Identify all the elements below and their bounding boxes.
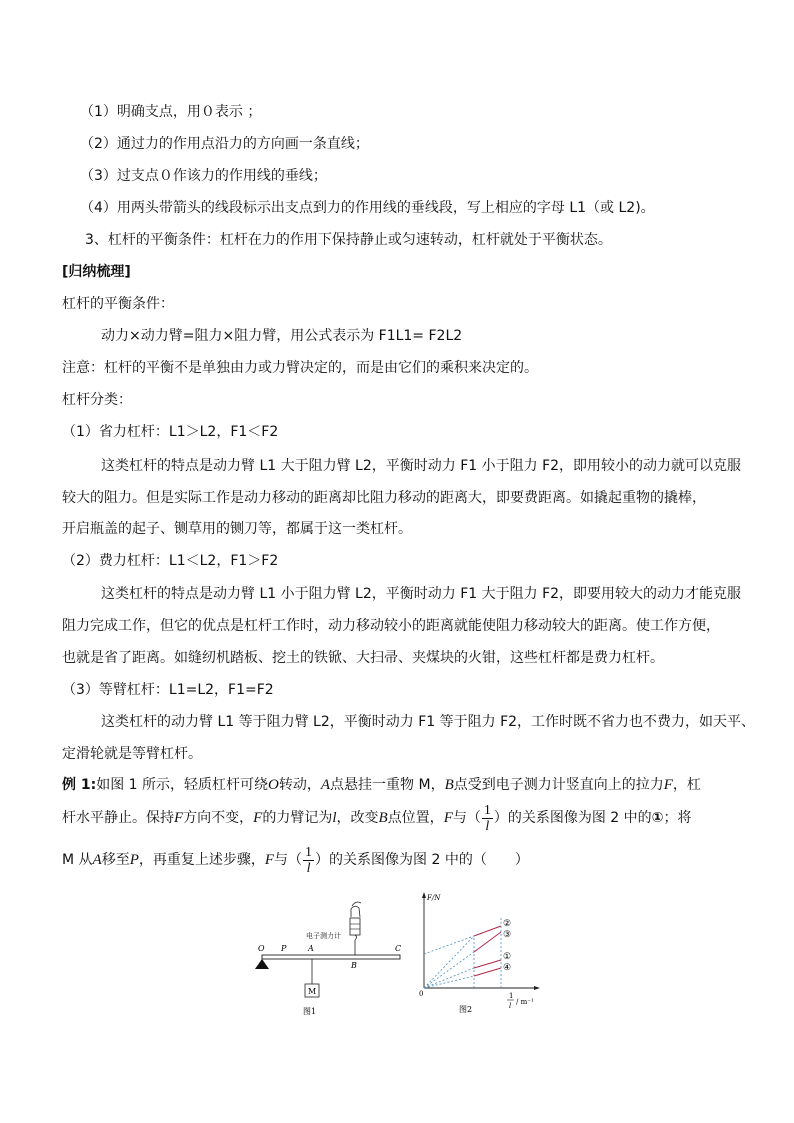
x-label-den: l [509, 1002, 512, 1010]
summary-heading: [归纳梳理] [62, 264, 131, 280]
classification-title: 杠杆分类： [62, 392, 132, 408]
example-line1: 例 1:如图 1 所示，轻质杠杆可绕O转动，A点悬挂一重物 M，B点受到电子测力计竖直向上的拉力F，杠 [62, 777, 701, 793]
type1-para-line2: 较大的阻力。但是实际工作是动力移动的距离却比阻力移动的距离大，即要费距离。如撬起重物的撬棒， [62, 490, 706, 506]
guide-origin-1 [424, 968, 474, 988]
example-line3: M 从A移至P，再重复上述步骤，F与（ $\frac{1}{l}$ ）的关系图像为图 2 中的（ ） [62, 844, 529, 876]
type3-para-line2: 定滑轮就是等臂杠杆。 [62, 746, 202, 762]
type1-para-line3: 开启瓶盖的起子、铡草用的铡刀等，都属于这一类杠杆。 [62, 521, 412, 537]
fraction-one-over-l: $\frac{1}{l}$ [483, 802, 491, 834]
step-1: （1）明确支点，用０表示 ； [80, 104, 262, 120]
point-a-label: A [308, 944, 314, 953]
y-axis-label: F/N [427, 894, 441, 902]
type2-para-line1: 这类杠杆的特点是动力臂 L1 小于阻力臂 L2，平衡时动力 F1 大于阻力 F2，即要用较大的动力才能克服 [101, 586, 742, 602]
figure-2-caption: 图2 [459, 1005, 473, 1014]
type1-title: （1）省力杠杆：L1＞L2，F1＜F2 [62, 424, 279, 440]
point-c-label: C [395, 944, 402, 953]
type3-title: （3）等臂杠杆：L1=L2，F1=F2 [62, 682, 274, 698]
example-label: 例 1: [62, 777, 97, 793]
figure-1-lever [248, 898, 408, 1018]
line-label-1: ① [503, 952, 512, 962]
origin-label: 0 [419, 990, 424, 998]
lever-bar [262, 955, 400, 959]
x-label-num: 1 [509, 992, 514, 1000]
step-4: （4）用两头带箭头的线段标示出支点到力的作用线的垂线段，写上相应的字母 L1（或 L2)。 [80, 200, 655, 216]
step-3: （3）过支点０作该力的作用线的垂线； [80, 168, 327, 184]
guide-horizontal [424, 936, 474, 954]
weight-label: M [308, 987, 317, 996]
point-b-label: B [351, 961, 357, 970]
graph-line-4 [474, 968, 501, 976]
guide-origin-4 [424, 976, 474, 988]
meter-hook [355, 935, 357, 940]
guide-origin-2 [424, 936, 474, 988]
meter-body [350, 918, 360, 935]
guide-origin-3 [424, 952, 474, 988]
point-o-label: O [258, 944, 265, 953]
line-label-3: ③ [503, 930, 512, 940]
example-line2: 杆水平静止。保持F方向不变，F的力臂记为l，改变B点位置，F与（ $\frac{1}{l}$ ）的关系图像为图 2 中的①；将 [62, 802, 692, 834]
figure-2-graph [414, 888, 544, 1018]
type2-para-line3: 也就是省了距离。如缝纫机踏板、挖土的铁锨、大扫帚、夹煤块的火钳，这些杠杆都是费力杠杆。 [62, 650, 664, 666]
fraction-one-over-l-2: $\frac{1}{l}$ [305, 844, 313, 876]
step-balance-condition: 3、杠杆的平衡条件：杠杆在力的作用下保持静止或匀速转动，杠杆就处于平衡状态。 [85, 232, 612, 248]
step-2: （2）通过力的作用点沿力的方向画一条直线； [80, 136, 369, 152]
type3-para-line1: 这类杠杆的动力臂 L1 等于阻力臂 L2，平衡时动力 F1 等于阻力 F2，工作时既不省力也不费力，如天平、 [101, 714, 756, 730]
line-label-2: ② [503, 919, 512, 929]
type2-title: （2）费力杠杆：L1＜L2，F1＞F2 [62, 553, 279, 569]
line-label-4: ④ [503, 963, 512, 973]
balance-formula: 动力×动力臂=阻力×阻力臂，用公式表示为 F1L1= F2L2 [101, 328, 463, 344]
hand-icon [351, 902, 361, 917]
figure-1-caption: 图1 [303, 1007, 317, 1016]
point-p-label: P [281, 944, 287, 953]
x-axis-unit: / m⁻¹ [516, 998, 534, 1006]
fulcrum-triangle [255, 959, 269, 969]
balance-title: 杠杆的平衡条件： [62, 296, 174, 312]
balance-note: 注意：杠杆的平衡不是单独由力或力臂决定的，而是由它们的乘积来决定的。 [62, 360, 538, 376]
type1-para-line1: 这类杠杆的特点是动力臂 L1 大于阻力臂 L2，平衡时动力 F1 小于阻力 F2，即用较小的动力就可以克服 [101, 458, 742, 474]
graph-line-1 [474, 960, 501, 968]
circled-one: ① [651, 810, 664, 826]
meter-label: 电子测力计 [306, 932, 341, 940]
type2-para-line2: 阻力完成工作，但它的优点是杠杆工作时，动力移动较小的距离就能使阻力移动较大的距离。使工作方便， [62, 618, 720, 634]
